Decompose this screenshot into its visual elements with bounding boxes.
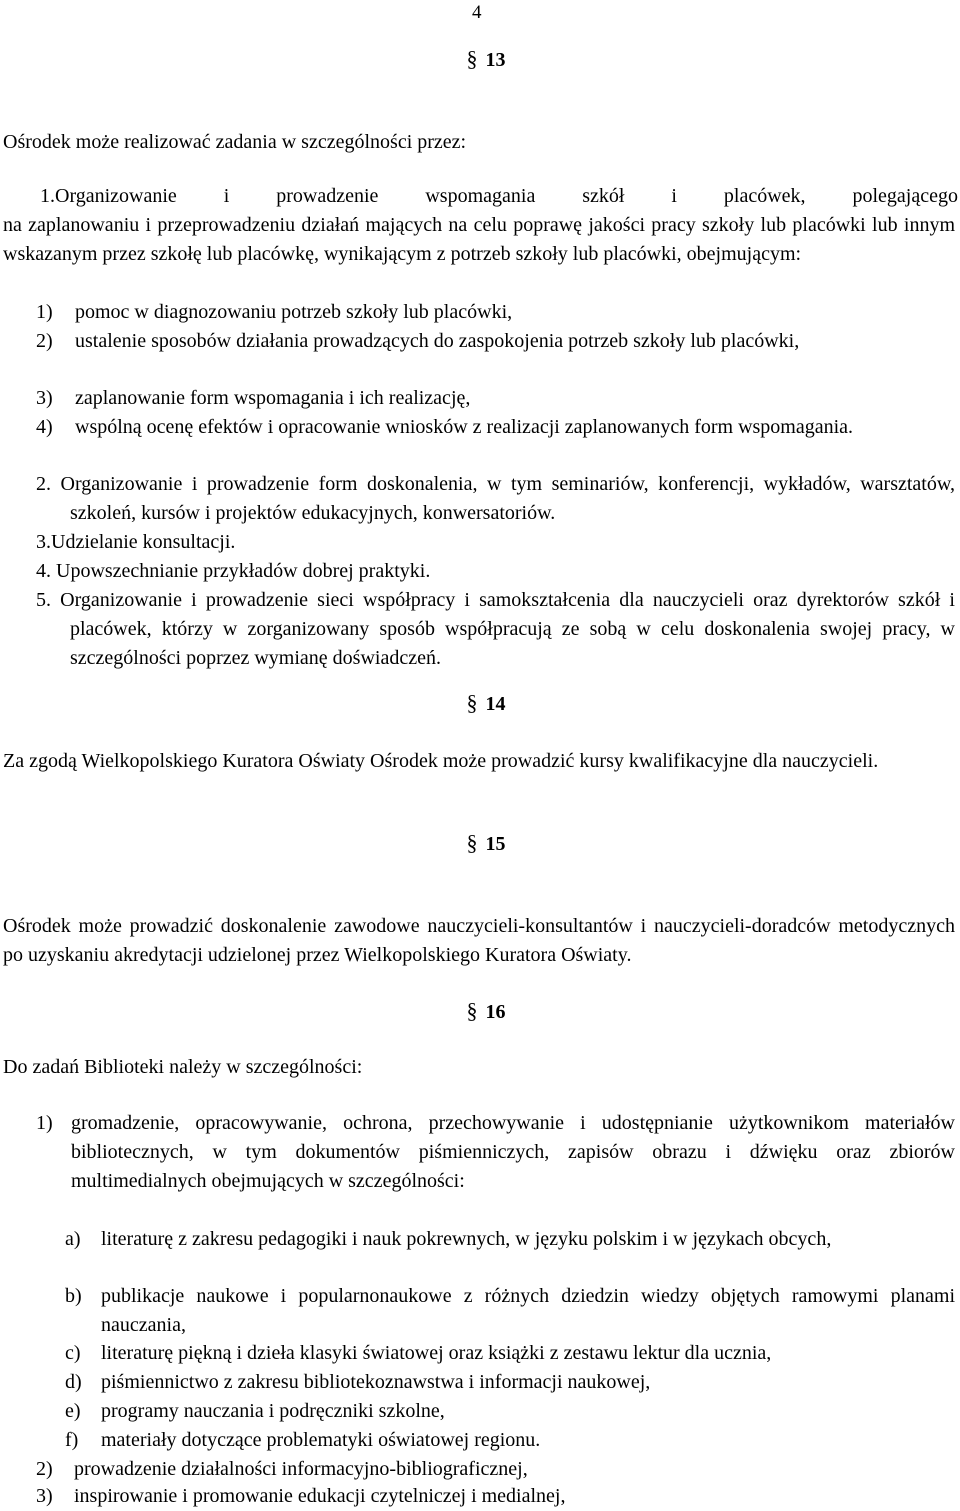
- section-14-heading: [0, 690, 960, 716]
- list-number: 4): [36, 416, 53, 438]
- section-symbol: §: [466, 690, 478, 715]
- list-text: ustalenie sposobów działania prowadzących do zaspokojenia potrzeb szkoły lub placówki,: [75, 330, 800, 352]
- list-text: piśmiennictwo z zakresu bibliotekoznawstwa i informacji naukowej,: [101, 1371, 651, 1393]
- list-number: 1): [36, 1112, 53, 1134]
- section-14-text: Za zgodą Wielkopolskiego Kuratora Oświaty Ośrodek może prowadzić kursy kwalifikacyjne dla nauczycieli.: [3, 750, 879, 772]
- section-13-item-2: 2. Organizowanie i prowadzenie form doskonalenia, w tym seminariów, konferencji, wykładów, warsztatów, szkoleń, kursów i projektów edukacyjnych, konwersatoriów.: [36, 473, 955, 524]
- section-13-item-3: 3.Udzielanie konsultacji.: [36, 531, 236, 553]
- library-collection-e: [65, 1397, 955, 1426]
- list-letter: a): [65, 1228, 81, 1250]
- section-13-sub-item-2: [36, 327, 955, 356]
- section-number: 13: [485, 49, 506, 71]
- library-collection-a: [65, 1225, 955, 1254]
- library-collection-b: [65, 1282, 955, 1340]
- list-text: publikacje naukowe i popularnonaukowe z różnych dziedzin wiedzy objętych ramowymi planami nauczania,: [101, 1285, 955, 1336]
- library-task-1: [36, 1109, 955, 1195]
- section-13-sub-item-4: [36, 413, 955, 442]
- section-symbol: §: [466, 998, 478, 1023]
- section-13-sub-item-1: [36, 298, 955, 327]
- list-number: 3): [36, 387, 53, 409]
- section-number: 15: [485, 833, 506, 855]
- section-13-intro: Ośrodek może realizować zadania w szczególności przez:: [3, 131, 467, 153]
- section-number: 16: [485, 1001, 506, 1023]
- list-text: wspólną ocenę efektów i opracowanie wniosków z realizacji zaplanowanych form wspomagania.: [75, 416, 854, 438]
- section-16-heading: [0, 998, 960, 1024]
- library-task-2: [36, 1455, 955, 1484]
- list-letter: d): [65, 1371, 82, 1393]
- list-text: materiały dotyczące problematyki oświatowej regionu.: [101, 1429, 541, 1451]
- page-number: 4: [472, 2, 482, 23]
- section-13-sub-item-3: [36, 384, 955, 413]
- list-letter: b): [65, 1285, 82, 1307]
- section-symbol: §: [466, 46, 478, 71]
- list-text: gromadzenie, opracowywanie, ochrona, przechowywanie i udostępnianie użytkownikom materiałów bibliotecznych, w tym dokumentów piśmienniczych, zapisów obrazu i dźwięku oraz zbiorów multimedialnych obejmujących w szczególności:: [71, 1112, 955, 1192]
- section-symbol: §: [466, 830, 478, 855]
- section-13-item-5: 5. Organizowanie i prowadzenie sieci współpracy i samokształcenia dla nauczycieli oraz dyrektorów szkół i placówek, którzy w zorganizowany sposób współpracują ze sobą w celu doskonalenia swojej pracy, w szczególności poprzez wymianę doświadczeń.: [36, 589, 955, 669]
- list-number: 1): [36, 301, 53, 323]
- section-13-item-4: 4. Upowszechnianie przykładów dobrej praktyki.: [36, 560, 431, 582]
- section-15-text: Ośrodek może prowadzić doskonalenie zawodowe nauczycieli-konsultantów i nauczycieli-doradców metodycznych po uzyskaniu akredytacji udzielonej przez Wielkopolskiego Kuratora Oświaty.: [3, 915, 955, 966]
- library-collection-c: [65, 1339, 955, 1368]
- list-text: literaturę piękną i dzieła klasyki światowej oraz książki z zestawu lektur dla ucznia,: [101, 1342, 772, 1364]
- section-13-heading: [0, 46, 960, 72]
- library-collection-f: [65, 1426, 955, 1455]
- list-letter: e): [65, 1400, 81, 1422]
- section-16-intro: Do zadań Biblioteki należy w szczególności:: [3, 1056, 363, 1078]
- library-task-3: [36, 1482, 955, 1511]
- list-number: 2): [36, 330, 53, 352]
- library-collection-d: [65, 1368, 955, 1397]
- list-number: 2): [36, 1458, 53, 1480]
- list-text: programy nauczania i podręczniki szkolne,: [101, 1400, 445, 1422]
- list-letter: f): [65, 1429, 79, 1451]
- list-text: inspirowanie i promowanie edukacji czytelniczej i medialnej,: [74, 1485, 566, 1507]
- section-13-item-1-text: na zaplanowaniu i przeprowadzeniu działań mających na celu poprawę jakości pracy szkoły lub placówki lub innym wskazanym przez szkołę lub placówkę, wynikającym z potrzeb szkoły lub placówki, obejmującym:: [3, 214, 955, 265]
- section-15-heading: [0, 830, 960, 856]
- list-text: pomoc w diagnozowaniu potrzeb szkoły lub placówki,: [75, 301, 513, 323]
- list-text: zaplanowanie form wspomagania i ich realizację,: [75, 387, 471, 409]
- section-13-item-1-first-line: 1.Organizowanie i prowadzenie wspomagania szkół i placówek, polegającego: [40, 185, 958, 207]
- list-number: 3): [36, 1485, 53, 1507]
- section-number: 14: [485, 693, 506, 715]
- list-text: prowadzenie działalności informacyjno-bibliograficznej,: [74, 1458, 528, 1480]
- list-text: literaturę z zakresu pedagogiki i nauk pokrewnych, w języku polskim i w językach obcych,: [101, 1228, 832, 1250]
- list-letter: c): [65, 1342, 81, 1364]
